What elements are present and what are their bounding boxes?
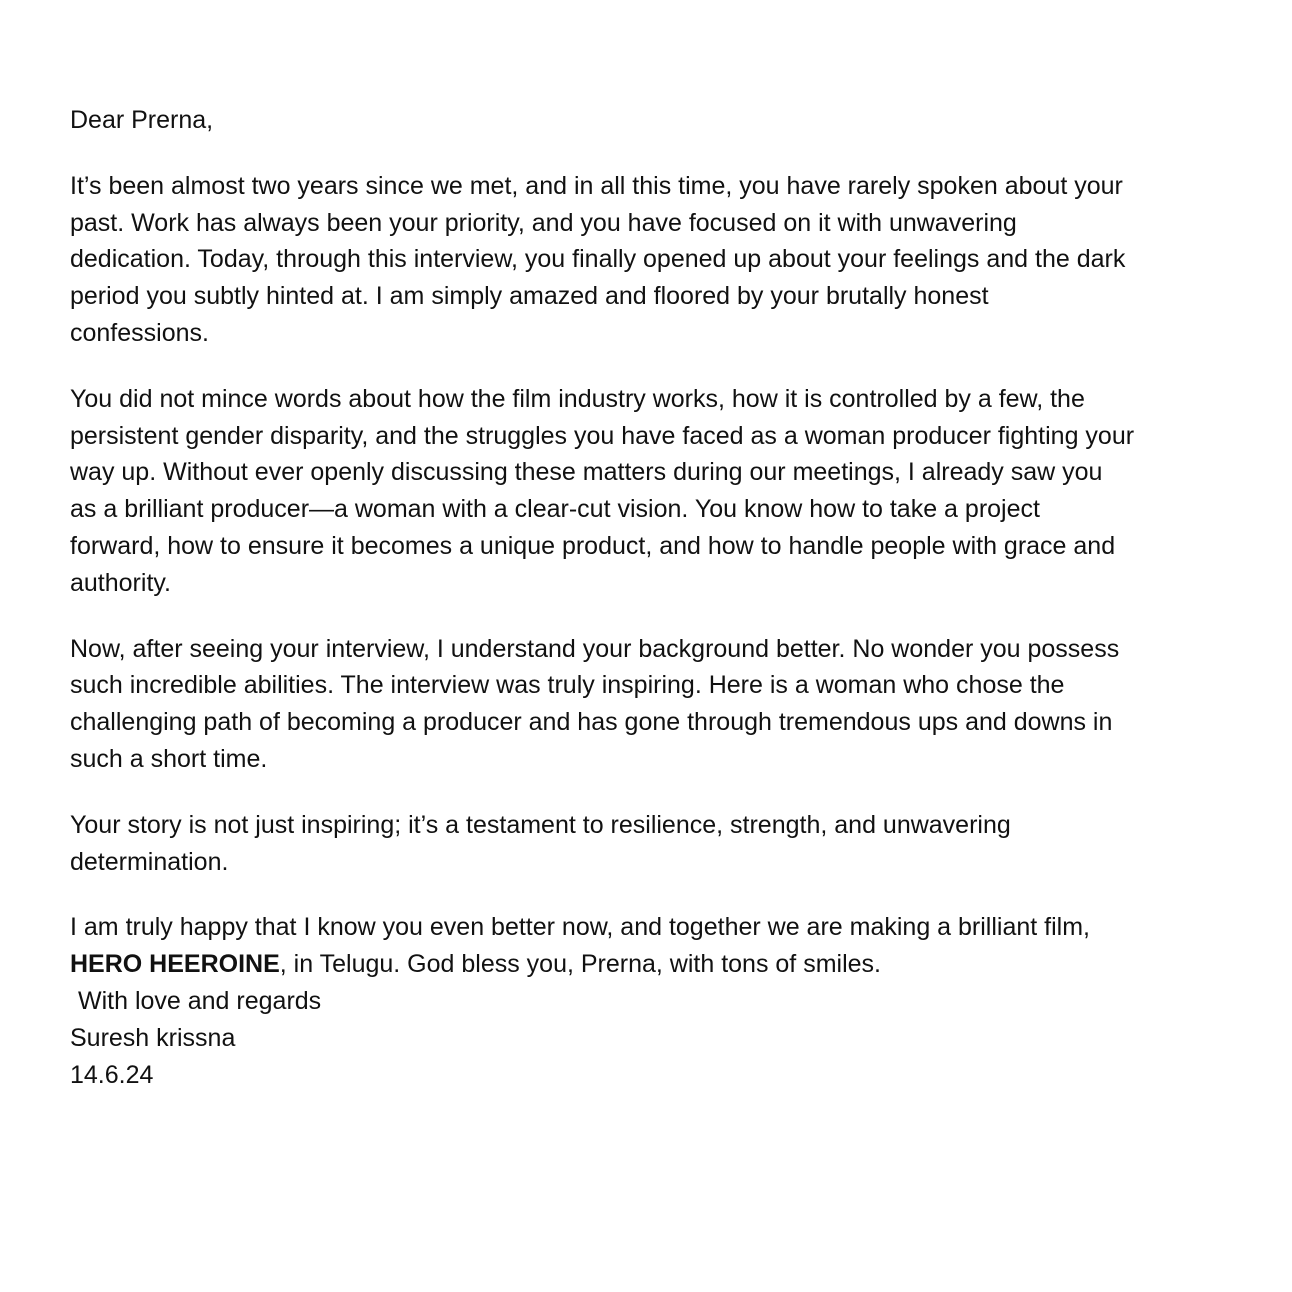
paragraph-3: Now, after seeing your interview, I understand your background better. No wonder you possess such incredible abilities. The interview was truly inspiring. Here is a woman who chose the challenging path of becoming a producer and has gone through tremendous ups and downs in such a short time. [70,634,1120,773]
signature: Suresh krissna [70,1023,236,1052]
date: 14.6.24 [70,1060,154,1089]
paragraph-2: You did not mince words about how the film industry works, how it is controlled by a few, the persistent gender disparity, and the struggles you have faced as a woman producer fighting your way up. Without ever openly discussing these matters during our meetings, I already saw you as a brilliant producer—a woman with a clear-cut vision. You know how to take a project forward, how to ensure it becomes a unique product, and how to handle people with grace and authority. [70,384,1135,597]
paragraph-1: It’s been almost two years since we met, and in all this time, you have rarely spoken about your past. Work has always been your priority, and you have focused on it with unwavering dedication. Today, through this interview, you finally opened up about your feelings and the dark period you subtly hinted at. I am simply amazed and floored by your brutally honest confessions. [70,171,1126,347]
closing-block [70,909,1260,1093]
final-paragraph-line-2 [70,946,1260,983]
signoff: With love and regards [78,986,322,1015]
salutation: Dear Prerna, [70,106,214,134]
letter [70,102,1260,1093]
final-paragraph-line-2-rest: , in Telugu. God bless you, Prerna, with tons of smiles. [279,950,881,979]
film-title: HERO HEEROINE [70,950,280,979]
final-paragraph-line-1: I am truly happy that I know you even better now, and together we are making a brilliant film, [70,913,1090,942]
paragraph-4: Your story is not just inspiring; it’s a testament to resilience, strength, and unwavering determination. [70,810,1011,876]
